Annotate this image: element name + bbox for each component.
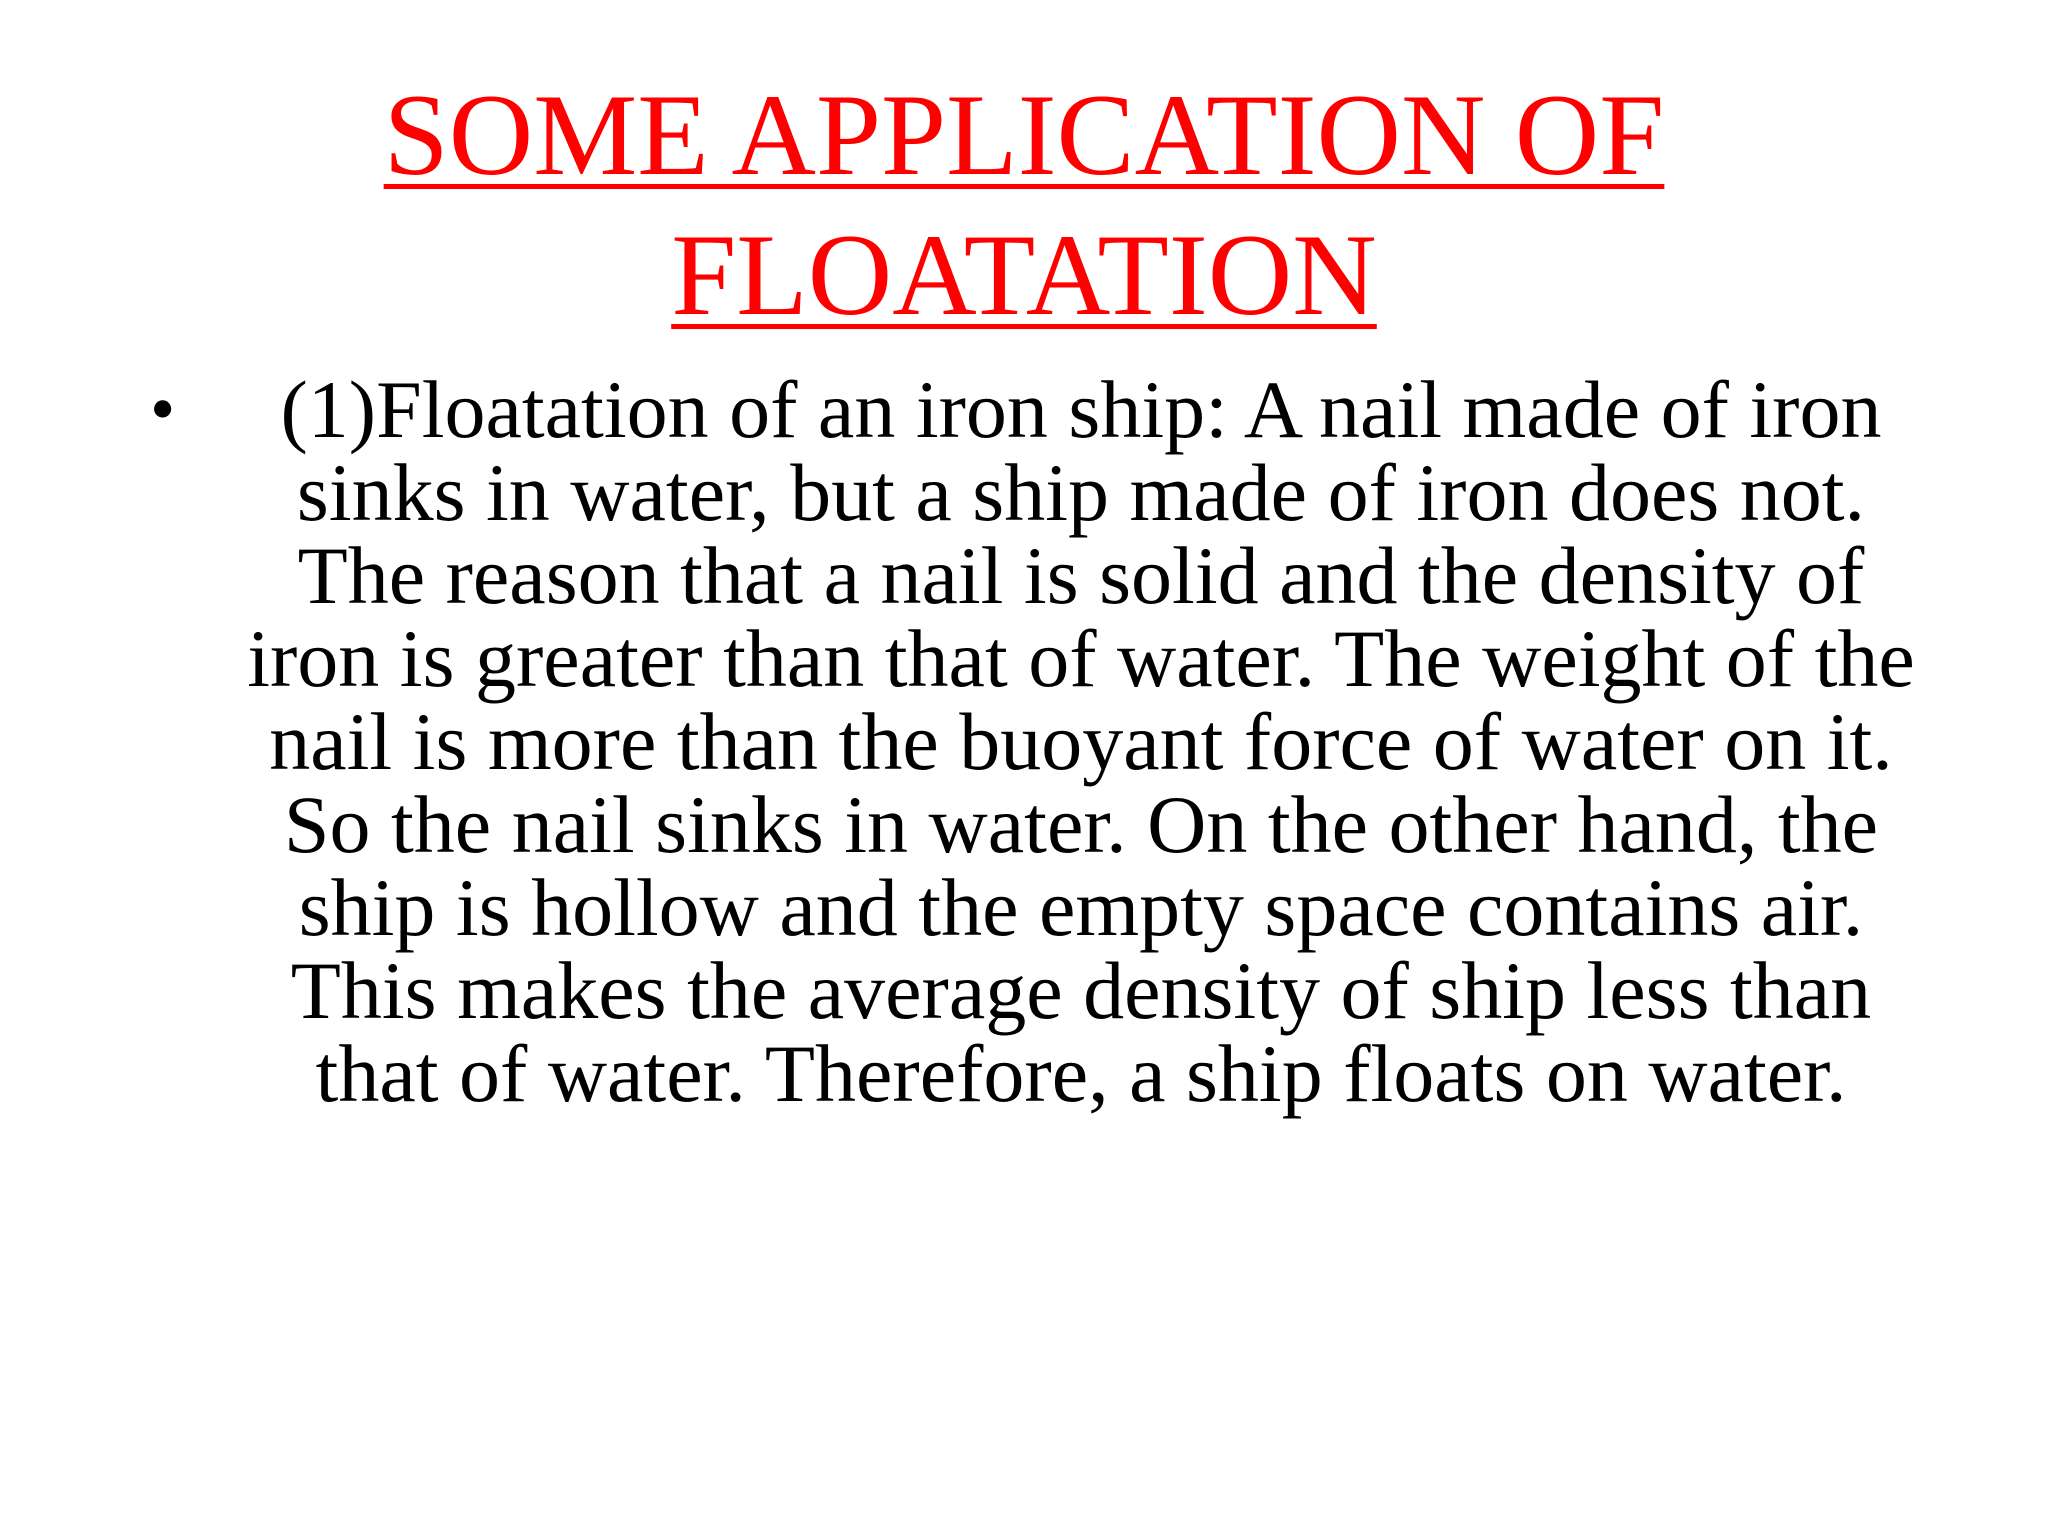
bullet-list bbox=[150, 364, 1920, 1119]
slide-title bbox=[0, 66, 2048, 346]
bullet-item bbox=[150, 364, 1920, 1119]
bullet-text: (1)Floatation of an iron ship: A nail made of iron sinks in water, but a ship made of iron does not. The reason that a nail is solid and the density of iron is greater than that of water. The weight of the nail is more than the buoyant force of water on it. So the nail sinks in water. On the other hand, the ship is hollow and the empty space contains air. This makes the average density of ship less than that of water. Therefore, a ship floats on water. bbox=[247, 364, 1915, 1119]
bullet-icon: • bbox=[150, 369, 176, 449]
title-line-2: FLOATATION bbox=[671, 211, 1377, 340]
title-line-1: SOME APPLICATION OF bbox=[383, 71, 1665, 200]
